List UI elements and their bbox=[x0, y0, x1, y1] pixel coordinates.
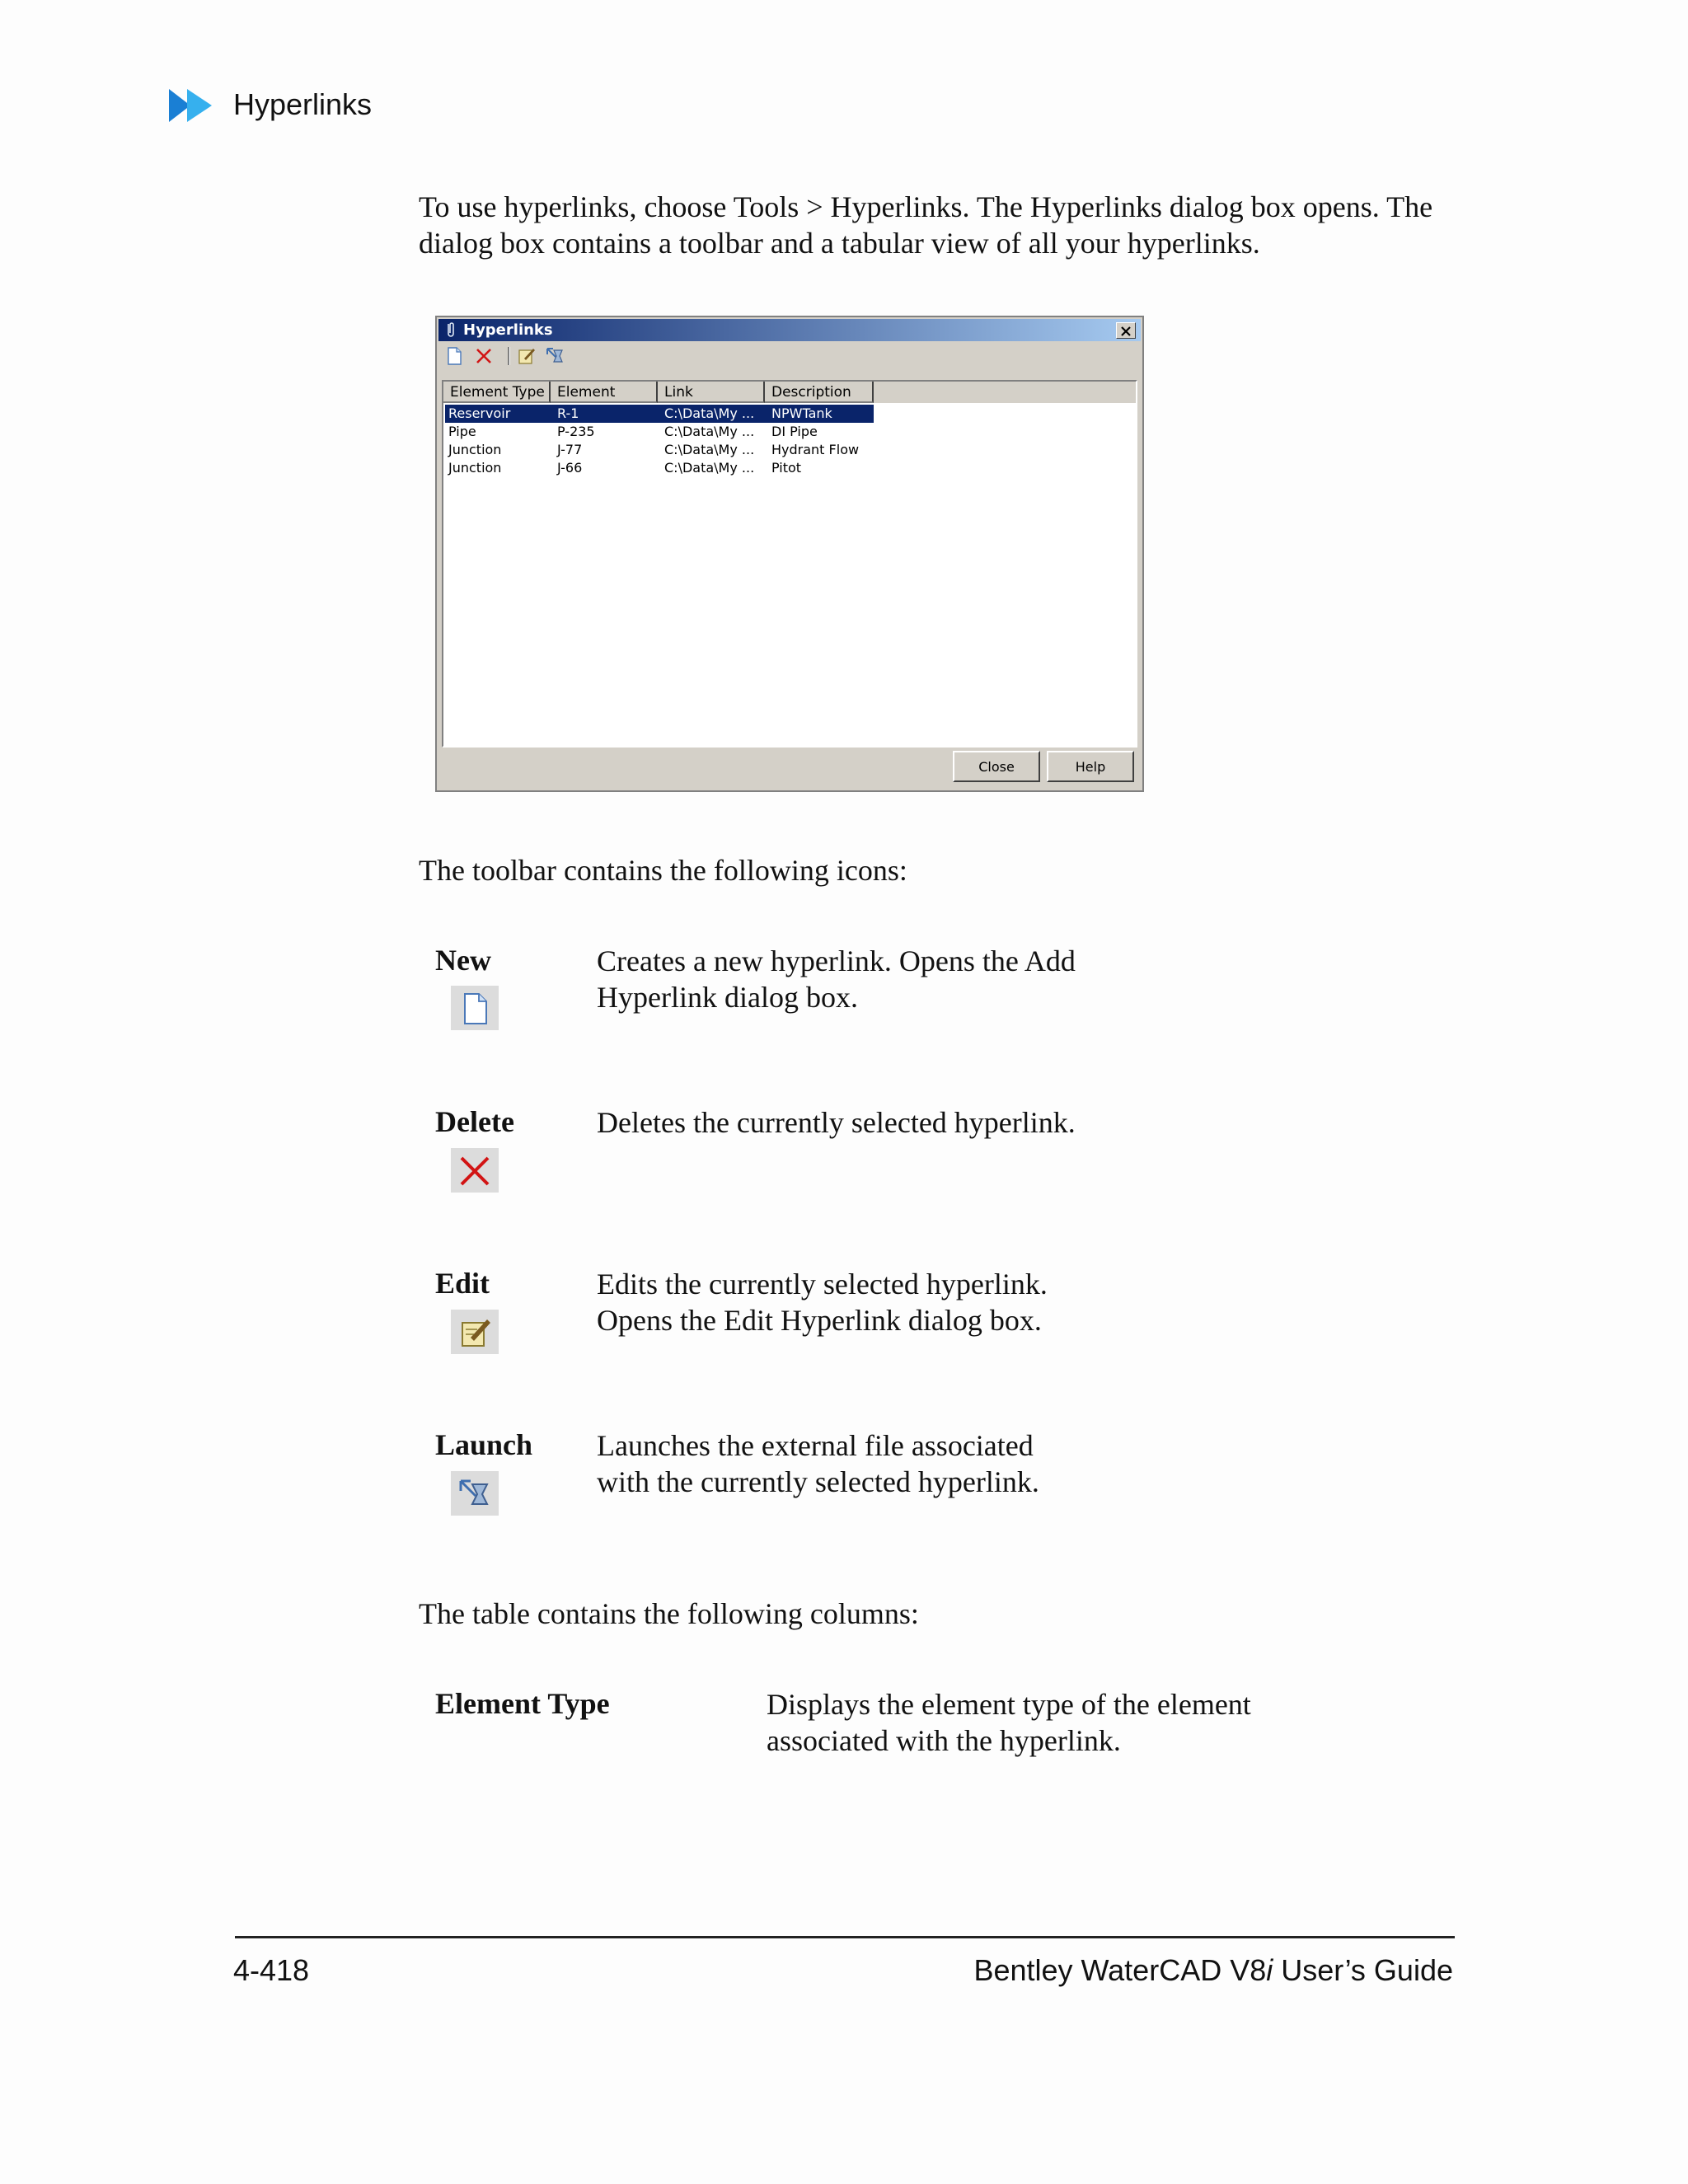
dialog-close-button[interactable] bbox=[1116, 322, 1136, 339]
new-icon[interactable] bbox=[443, 345, 465, 367]
term-delete: Delete bbox=[435, 1105, 514, 1138]
term-edit: Edit bbox=[435, 1267, 490, 1300]
term-new: New bbox=[435, 944, 491, 977]
term-launch: Launch bbox=[435, 1428, 533, 1461]
dialog-title: Hyperlinks bbox=[463, 321, 553, 339]
def-launch: Launches the external file associated with the currently selected hyperlink. bbox=[597, 1429, 1039, 1498]
column-header-element-type[interactable]: Element Type bbox=[443, 382, 551, 403]
dialog-toolbar bbox=[442, 344, 607, 368]
term-element-type: Element Type bbox=[435, 1687, 610, 1720]
toolbar-intro: The toolbar contains the following icons: bbox=[419, 854, 907, 887]
table-header bbox=[443, 382, 1136, 403]
section-title: Hyperlinks bbox=[233, 87, 373, 121]
edit-icon[interactable] bbox=[516, 345, 537, 367]
table-row[interactable]: Reservoir R-1 C:\Data\My ... NPWTank bbox=[445, 405, 874, 423]
hyperlinks-table bbox=[442, 380, 1137, 748]
intro-paragraph: To use hyperlinks, choose Tools > Hyperlinks. The Hyperlinks dialog box opens. The dialog box contains a toolbar and a tabular view of all your hyperlinks. bbox=[419, 190, 1433, 260]
table-row[interactable]: Pipe P-235 C:\Data\My ... DI Pipe bbox=[448, 424, 818, 439]
def-new: Creates a new hyperlink. Opens the Add Hyperlink dialog box. bbox=[597, 944, 1076, 1014]
close-icon bbox=[1117, 324, 1135, 339]
table-row[interactable]: Junction J-66 C:\Data\My ... Pitot bbox=[448, 460, 802, 476]
new-document-icon bbox=[451, 986, 499, 1030]
hyperlinks-dialog bbox=[435, 316, 1144, 792]
guide-title: Bentley WaterCAD V8i User’s Guide bbox=[973, 1953, 1453, 1987]
close-button[interactable]: Close bbox=[953, 751, 1040, 782]
toolbar-separator bbox=[508, 347, 510, 365]
column-header-element[interactable]: Element bbox=[551, 382, 658, 403]
dialog-titlebar bbox=[438, 319, 1141, 341]
help-button[interactable]: Help bbox=[1047, 751, 1134, 782]
launch-icon[interactable] bbox=[544, 345, 565, 367]
column-header-description[interactable]: Description bbox=[765, 382, 874, 403]
table-row[interactable]: Junction J-77 C:\Data\My ... Hydrant Flow bbox=[448, 442, 860, 457]
launch-icon bbox=[451, 1471, 499, 1516]
table-intro: The table contains the following columns: bbox=[419, 1597, 919, 1630]
paperclip-icon bbox=[445, 321, 457, 338]
def-edit: Edits the currently selected hyperlink. Opens the Edit Hyperlink dialog box. bbox=[597, 1268, 1048, 1337]
column-header-link[interactable]: Link bbox=[658, 382, 765, 403]
def-delete: Deletes the currently selected hyperlink. bbox=[597, 1106, 1076, 1139]
edit-icon bbox=[451, 1310, 499, 1354]
delete-icon[interactable] bbox=[473, 345, 495, 367]
footer-rule bbox=[235, 1936, 1455, 1938]
delete-x-icon bbox=[451, 1148, 499, 1193]
def-element-type: Displays the element type of the element associated with the hyperlink. bbox=[767, 1688, 1251, 1757]
section-arrow-icon bbox=[169, 89, 222, 122]
page-number: 4-418 bbox=[233, 1953, 310, 1987]
